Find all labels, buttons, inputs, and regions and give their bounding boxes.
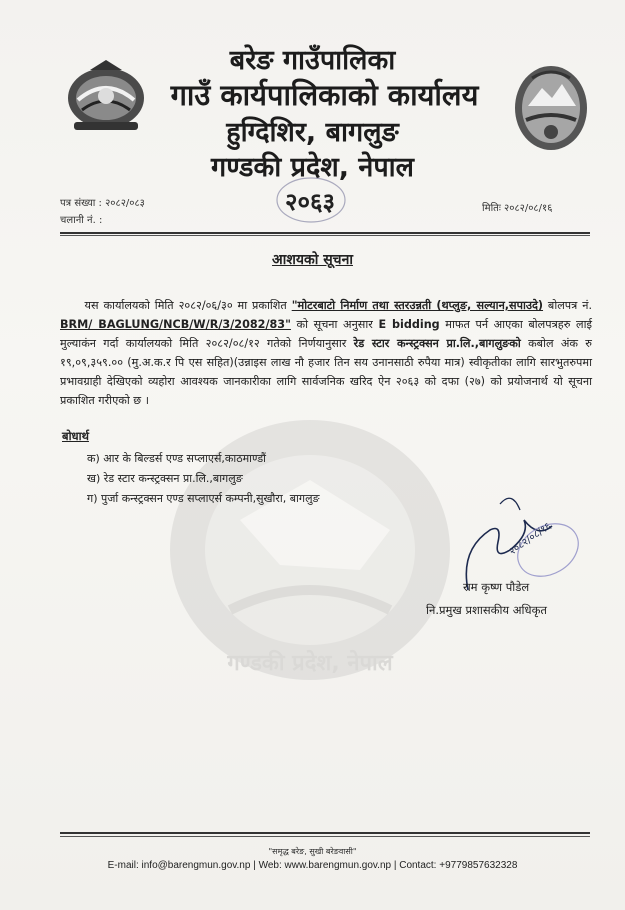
- footer-divider-thin: [60, 836, 590, 837]
- list-item: क) आर के बिल्डर्स एण्ड सप्लाएर्स,काठमाण्डौं: [87, 452, 266, 465]
- dispatch-number: चलानी नं. :: [60, 215, 103, 226]
- letter-number: पत्र संख्या : २०८२/०८३: [60, 198, 145, 209]
- establishment-year: २०६३: [285, 188, 335, 216]
- watermark-emblem: [160, 400, 460, 700]
- notice-body: यस कार्यालयको मिति २०८२/०६/३० मा प्रकाशित "मोटरबाटो निर्माण तथा स्तरउन्नती (थप्लुङ, सल्यान,सपाउदे) बोलपत्र नं. BRM/ BAGLUNG/NCB/W/R/3/2082/83" को सूचना अनुसार E bidding माफत पर्न आएका बोलपत्रहरु लाई मुल्याकंन गर्दा कार्यालयको मिति २०८२/०८/१२ गतेको निर्णयानुसार रेड स्टार कन्स्ट्रक्सन प्रा.लि.,बागलुङको कबोल अंक रु १९,०९,३५९.०० (मु.अ.क.र पि एस सहित)(उन्नाइस लाख नौ हजार तिन सय उनानसाठी रुपैया मात्र) स्वीकृतीका लागि सारभुतरुपमा प्रभावग्राही देखिएको व्यहोरा आवश्यक जानकारीका लागि सार्वजनिक खरिद ऐन २०६३ को दफा (२७) को प्रयोजनार्थ यो सूचना प्रकाशित गरीएको छ ।: [60, 299, 593, 407]
- province-name: गण्डकी प्रदेश, नेपाल: [211, 152, 414, 183]
- cc-heading: बोधार्थ: [62, 429, 89, 443]
- header-divider: [60, 232, 590, 234]
- letter-date: मितिः २०८२/०८/१६: [482, 203, 553, 214]
- header-divider-thin: [60, 235, 590, 236]
- cc-list: [87, 449, 320, 509]
- list-item: ख) रेड स्टार कन्स्ट्रक्सन प्रा.लि.,बागलुङ: [87, 472, 243, 485]
- signer-name: राम कृष्ण पौडेल: [463, 580, 530, 594]
- office-name: गाउँ कार्यपालिकाको कार्यालय: [170, 78, 479, 112]
- list-item: ग) पुर्जा कन्स्ट्रक्सन एण्ड सप्लाएर्स कम्पनी,सुखौरा, बागलुङ: [87, 492, 320, 505]
- signer-title: नि.प्रमुख प्रशासकीय अधिकृत: [426, 603, 547, 617]
- office-location: हुग्दिशिर, बागलुङ: [226, 117, 399, 148]
- footer-contact: E-mail: info@barengmun.gov.np | Web: www.barengmun.gov.np | Contact: +9779857632328: [107, 860, 518, 871]
- footer-motto: "समृद्ध बरेङ, सुखी बरेङवासी": [268, 847, 357, 856]
- municipality-name: बरेङ गाउँपालिका: [229, 45, 396, 76]
- footer-divider: [60, 832, 590, 834]
- svg-text:गण्डकी प्रदेश, नेपाल: गण्डकी प्रदेश, नेपाल: [227, 651, 393, 676]
- svg-text:२०८२/०८/१६: २०८२/०८/१६: [507, 520, 554, 558]
- notice-title: आशयको सूचना: [272, 252, 353, 268]
